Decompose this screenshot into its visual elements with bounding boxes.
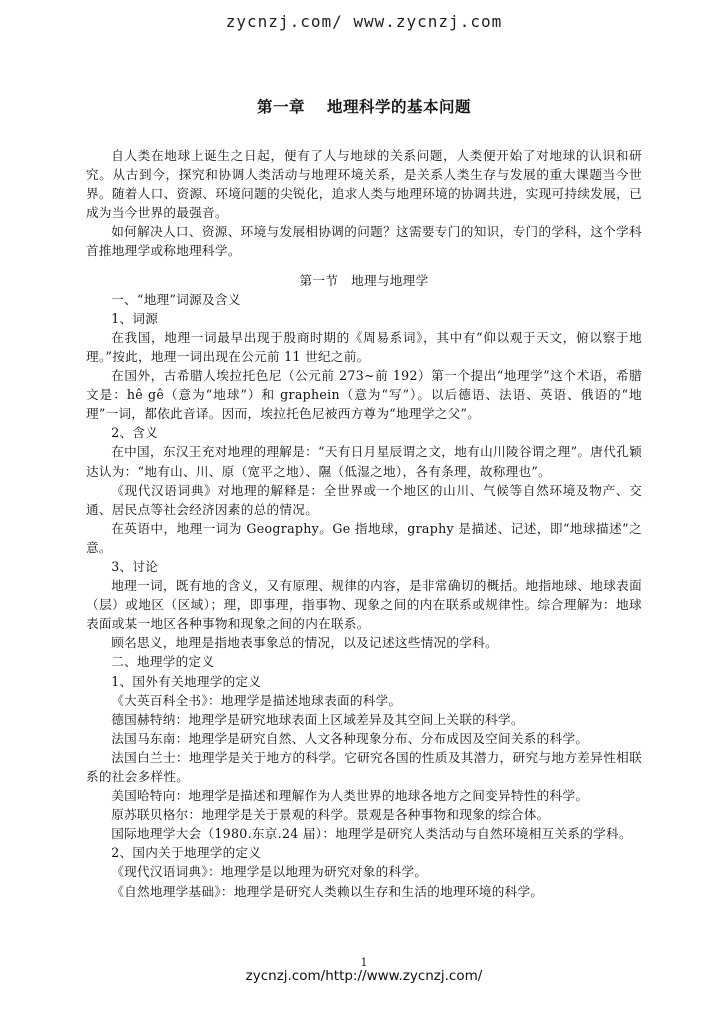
- intro-paragraph-2: 如何解决人口、资源、环境与发展相协调的问题？这需要专门的知识，专门的学科，这个学科首推地理学或称地理科学。: [86, 224, 642, 259]
- body-paragraph: 一、“地理”词源及含义: [111, 291, 241, 307]
- body-paragraph: 法国白兰士：地理学是关于地方的科学。它研究各国的性质及其潜力，研究与地方差异性相联系的社会多样性。: [86, 749, 642, 784]
- body-paragraph: 1、国外有关地理学的定义: [111, 673, 262, 689]
- body-paragraph: 顾名思义，地理是指地表事象总的情况，以及记述这些情况的学科。: [111, 635, 498, 651]
- body-paragraph: 在国外，古希腊人埃拉托色尼（公元前 273~前 192）第一个提出“地理学”这个术语，希腊文是：hê gê（意为“地球”）和 graphein（意为“写”）。以后德语、法语、英语、俄语的“地理”一词，都依此音译。因而，埃拉托色尼被西方尊为“地理学之父”。: [86, 368, 642, 422]
- body-paragraph: 国际地理学大会（1980.东京.24 届）：地理学是研究人类活动与自然环境相互关系的学科。: [111, 826, 632, 842]
- chapter-title: 第一章 地理科学的基本问题: [257, 97, 471, 116]
- body-paragraph: 二、地理学的定义: [111, 654, 215, 670]
- body-paragraph: 《大英百科全书》：地理学是描述地球表面的科学。: [111, 692, 402, 708]
- section-title: 第一节 地理与地理学: [299, 272, 429, 288]
- body-paragraph: 3、讨论: [111, 558, 159, 574]
- body-paragraph: 《现代汉语词典》对地理的解释是：全世界或一个地区的山川、气候等自然环境及物产、交通、居民点等社会经济因素的总的情况。: [86, 482, 642, 517]
- page-header-url: zycnzj.com/ www.zycnzj.com: [225, 12, 503, 31]
- page-footer-url: zycnzj.com/http://www.zycnzj.com/: [245, 968, 483, 984]
- body-paragraph: 2、国内关于地理学的定义: [111, 845, 262, 861]
- page-number: 1: [360, 956, 368, 969]
- body-paragraph: 在我国，地理一词最早出现于殷商时期的《周易系词》，其中有“仰以观于天文，俯以察于地理。”按此，地理一词出现在公元前 11 世纪之前。: [86, 329, 642, 364]
- body-paragraph: 地理一词，既有地的含义，又有原理、规律的内容，是非常确切的概括。地指地球、地球表面（层）或地区（区域）；理，即事理，指事物、现象之间的内在联系或规律性。综合理解为：地球表面或某一地区各种事物和现象之间的内在联系。: [86, 578, 642, 632]
- document-body: [86, 146, 642, 901]
- body-paragraph: 在英语中，地理一词为 Geography。Ge 指地球，graphy 是描述、记述，即“地球描述”之意。: [86, 520, 642, 555]
- body-paragraph: 《自然地理学基础》：地理学是研究人类赖以生存和生活的地理环境的科学。: [111, 883, 544, 899]
- body-paragraph: 美国哈特向：地理学是描述和理解作为人类世界的地球各地方之间变异特性的科学。: [111, 788, 589, 804]
- body-paragraph: 2、含义: [111, 425, 159, 441]
- body-paragraph: 《现代汉语词典》：地理学是以地理为研究对象的科学。: [111, 864, 428, 880]
- intro-paragraph-1: 自人类在地球上诞生之日起，便有了人与地球的关系问题，人类便开始了对地球的认识和研究。从古到今，探究和协调人类活动与地理环境关系，是关系人类生存与发展的重大课题当今世界。随着人口、资源、环境问题的尖锐化，追求人类与地理环境的协调共进，实现可持续发展，已成为当今世界的最强音。: [86, 148, 642, 221]
- body-paragraph: 在中国，东汉王充对地理的理解是：“天有日月星辰谓之文，地有山川陵谷谓之理”。唐代孔颖达认为：“地有山、川、原（宽平之地）、隰（低湿之地），各有条理，故称理也”。: [86, 444, 642, 479]
- body-paragraph: 德国赫特纳：地理学是研究地球表面上区域差异及其空间上关联的科学。: [111, 711, 524, 727]
- body-paragraph: 原苏联贝格尔：地理学是关于景观的科学。景观是各种事物和现象的综合体。: [111, 807, 550, 823]
- body-paragraph: 法国马东南：地理学是研究自然、人文各种现象分布、分布成因及空间关系的科学。: [111, 730, 589, 746]
- body-paragraph: 1、词源: [111, 310, 159, 326]
